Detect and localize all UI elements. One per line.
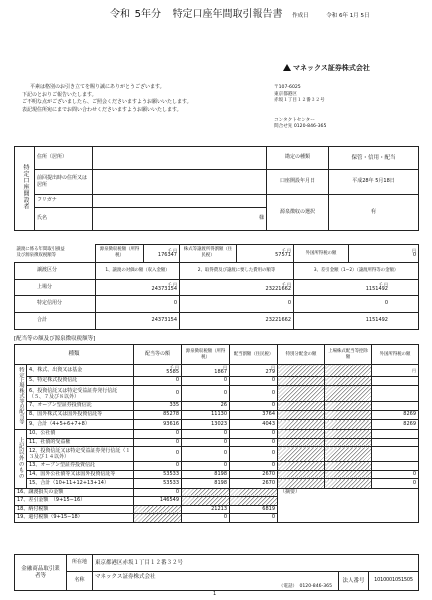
cell-local: 0 xyxy=(230,514,278,523)
cell-tax: 0 xyxy=(182,462,230,471)
cell-income: 千 円 24373154 xyxy=(96,279,180,296)
cell-tax: 8198 xyxy=(182,470,230,479)
table-row xyxy=(15,365,419,377)
remarks-box xyxy=(278,488,419,522)
honorific: 様 xyxy=(258,215,264,222)
hatched-cell xyxy=(325,411,372,420)
cell-div: 93616 xyxy=(134,420,182,430)
hatched-cell xyxy=(278,402,325,411)
sender-info xyxy=(274,85,414,131)
cell-foreign xyxy=(372,402,419,411)
hatched-cell xyxy=(325,420,372,430)
cell-local: 4043 xyxy=(230,420,278,430)
created-date: 令和 6年 1月 5日 xyxy=(326,13,370,19)
greeting-line: ご不明な点がございましたら、ご照会くださいますようお願いいたします。 xyxy=(22,99,192,105)
withholding-select-value: 有 xyxy=(329,195,419,231)
table-row xyxy=(15,411,419,420)
prev-address-label: 前回提出時の住所又は居所 xyxy=(35,170,93,195)
dividend-title: [配当等の額及び源泉徴収税額等] xyxy=(14,336,96,342)
cell-foreign: 0 xyxy=(372,470,419,479)
hatched-cell xyxy=(325,438,372,447)
cell-net: 千 円 1151492 xyxy=(294,279,419,296)
cell-div: 53533 xyxy=(134,479,182,489)
cell-local: 0 xyxy=(230,402,278,411)
cell-tax: 0 xyxy=(182,386,230,402)
hatched-cell xyxy=(325,479,372,489)
category-label: 譲渡区分 xyxy=(15,262,96,279)
other-section-label: 上記以外のもの xyxy=(15,430,27,489)
sender-center: コンタクトセンター xyxy=(274,117,315,123)
broker-address-label: 所在地 xyxy=(67,555,93,572)
cell-foreign xyxy=(372,430,419,439)
table-row xyxy=(15,470,419,479)
cell-income: 0 xyxy=(96,296,180,313)
hatched-cell xyxy=(182,488,230,497)
hatched-cell xyxy=(325,447,372,462)
row-label: 16、譲渡損失の金額 xyxy=(15,488,134,497)
withhold-list-header: 上場株式配当等控除額 xyxy=(325,345,372,365)
broker-name-cell xyxy=(93,572,339,591)
foreign-header: 外国所得税の額 xyxy=(372,345,419,365)
tax-title: 譲渡に係る年間取引損益 及び源泉徴収税額等 xyxy=(15,245,96,263)
cell-tax: 21213 xyxy=(182,505,230,514)
cell-tax: 0 xyxy=(182,447,230,462)
table-row xyxy=(15,438,419,447)
furigana-value xyxy=(93,195,267,208)
broker-name-label: 名称 xyxy=(67,572,93,591)
greeting-line: 表記現住所宛にまでお問い合わせくださいますようお願いいたします。 xyxy=(22,106,182,113)
row-label: 5、特定株式投資信託 xyxy=(27,377,134,386)
holder-section-label: 特定口座開設者 xyxy=(15,147,35,231)
resident-label: 株式等譲渡所得割額（住民税） xyxy=(180,245,237,263)
col1-label: 1、譲渡の対価の額（収入金額） xyxy=(96,262,180,279)
row-label: 13、オープン型証券投資信託 xyxy=(27,462,134,471)
cell-div: 0 xyxy=(134,430,182,439)
address-value xyxy=(93,147,267,170)
table-row xyxy=(15,420,419,430)
cell-tax: 11130 xyxy=(182,411,230,420)
cell-foreign: 0 xyxy=(372,479,419,489)
hatched-cell xyxy=(134,514,182,523)
cell-tax: 0 xyxy=(182,377,230,386)
row-label: 19、還付税額（9+15−18） xyxy=(15,514,134,523)
col3-label: 3、差引金額（1−2）（譲渡所得等の金額） xyxy=(294,262,419,279)
corp-no-value: 1010001051505 xyxy=(369,572,419,591)
table-row xyxy=(15,386,419,402)
cell-local: 0 xyxy=(230,438,278,447)
account-type-label: 勘定の種類 xyxy=(267,147,329,170)
hatched-cell xyxy=(325,377,372,386)
greeting-line: 平素は格別のお引き立てを賜り誠にありがとうございます。 xyxy=(30,84,165,90)
cell-local: 0 xyxy=(230,377,278,386)
foreign-tax-label: 外国所得税の額 xyxy=(294,245,349,263)
title-year: 5年分 xyxy=(134,9,161,20)
cell-tax: 0 xyxy=(182,438,230,447)
cell-div: 335 xyxy=(134,402,182,411)
div-header: 配当等の額 xyxy=(134,345,182,365)
report-title xyxy=(110,9,430,23)
hatched-cell xyxy=(278,470,325,479)
created-label: 作成日 xyxy=(292,13,309,19)
hatched-cell xyxy=(278,365,325,377)
table-row xyxy=(15,296,419,313)
cell-net: 0 xyxy=(294,296,419,313)
cell-div: 0 xyxy=(134,377,182,386)
tokurei-header: 特別分配金の額 xyxy=(278,345,325,365)
row-label: 合計 xyxy=(15,313,96,330)
hatched-cell xyxy=(182,497,230,506)
cell-tax: 13023 xyxy=(182,420,230,430)
hatched-cell xyxy=(325,470,372,479)
listed-section-label: 特定上場株式等の配当等 xyxy=(15,365,27,430)
table-row xyxy=(15,488,419,497)
cell-local: 0 xyxy=(230,386,278,402)
broker-address-value: 東京都港区赤坂１丁目１２番３２号 xyxy=(93,555,419,572)
cell-foreign xyxy=(372,386,419,402)
cell-div: 53533 xyxy=(134,470,182,479)
sender-address1: 東京都港区 xyxy=(274,91,297,97)
dividend-table xyxy=(14,344,419,523)
cell-div: 0 xyxy=(134,438,182,447)
cell-local: 0 xyxy=(230,462,278,471)
hatched-cell xyxy=(325,462,372,471)
cell-tax: 26 xyxy=(182,402,230,411)
cell-div: 0 xyxy=(134,462,182,471)
cell-local: 0 xyxy=(230,430,278,439)
table-row xyxy=(15,279,419,296)
hatched-cell xyxy=(278,438,325,447)
table-row xyxy=(15,377,419,386)
hatched-cell xyxy=(230,497,278,506)
greeting-line: 下記のとおりご報告いたします。 xyxy=(22,91,97,98)
cell-foreign xyxy=(372,462,419,471)
row-label: 4、株式、出資又は基金 xyxy=(27,365,134,377)
table-row xyxy=(15,447,419,462)
cell-tax: 0 xyxy=(182,430,230,439)
cell-foreign xyxy=(372,377,419,386)
remarks-label: （摘要） xyxy=(280,488,301,495)
row-label: 18、納付税額 xyxy=(15,505,134,514)
hatched-cell xyxy=(278,447,325,462)
cell-div: 0 xyxy=(134,447,182,462)
page-number: 1 xyxy=(213,591,217,597)
cell-foreign: 8269 xyxy=(372,420,419,430)
tax-table xyxy=(14,244,419,330)
col2-label: 2、取得費及び譲渡に要した費用の額等 xyxy=(180,262,294,279)
row-label: 8、国外株式又は国外投資信託等 xyxy=(27,411,134,420)
local-header: 配当割額（住民税） xyxy=(230,345,278,365)
hatched-cell xyxy=(134,505,182,514)
cell-income: 24373154 xyxy=(96,313,180,330)
broker-table xyxy=(14,554,419,591)
sender-postal: 〒107-6025 xyxy=(274,85,301,90)
cell-tax: 0 xyxy=(182,514,230,523)
prev-address-value xyxy=(93,170,267,195)
row-label: 上場分 xyxy=(15,279,96,296)
withholding-select-label: 源泉徴収の選択 xyxy=(267,195,329,231)
name-value xyxy=(93,208,267,231)
row-label: 特定信用分 xyxy=(15,296,96,313)
row-label: 17、差引金額 （9+15−16） xyxy=(15,497,134,506)
tax-header: 源泉徴収税額（所得税） xyxy=(182,345,230,365)
row-label: 14、国外公社債等又は国外投資信託等 xyxy=(27,470,134,479)
hatched-cell xyxy=(278,462,325,471)
cell-cost: 23221662 xyxy=(180,313,294,330)
greeting-text xyxy=(22,84,252,114)
foreign-tax-value: 円 0 xyxy=(349,245,419,263)
sender-phone: 問合せ先 0120-846-365 xyxy=(274,124,327,130)
hatched-cell xyxy=(278,430,325,439)
corp-no-label: 法人番号 xyxy=(339,572,369,591)
table-row xyxy=(15,479,419,489)
cell-local: 3764 xyxy=(230,411,278,420)
cell-foreign xyxy=(372,447,419,462)
company-logo: マネックス証券株式会社 xyxy=(283,64,373,74)
sender-address2: 赤坂１丁目１２番３２号 xyxy=(274,98,325,104)
row-label: 10、公社債 xyxy=(27,430,134,439)
logo-mark-icon xyxy=(283,64,291,71)
table-row xyxy=(15,313,419,330)
cell-foreign xyxy=(372,438,419,447)
cell-foreign: 円 xyxy=(372,365,419,377)
cell-net: 1151492 xyxy=(294,313,419,330)
cell-local: 6819 xyxy=(230,505,278,514)
broker-phone: （電話） 0120-846-365 xyxy=(278,583,332,589)
furigana-label: フリガナ xyxy=(35,195,93,208)
hatched-cell xyxy=(325,365,372,377)
hatched-cell xyxy=(325,430,372,439)
hatched-cell xyxy=(278,386,325,402)
hatched-cell xyxy=(325,402,372,411)
kind-header: 種類 xyxy=(15,345,134,365)
open-date-value: 平成28年 5月18日 xyxy=(329,170,419,195)
cell-div: 85278 xyxy=(134,411,182,420)
broker-section-label: 金融商品取引業者等 xyxy=(15,555,67,591)
cell-cost: 0 xyxy=(180,296,294,313)
hatched-cell xyxy=(325,386,372,402)
row-label: 15、合計（10+11+12+13+14） xyxy=(27,479,134,489)
cell-foreign: 8269 xyxy=(372,411,419,420)
cell-local: 2670 xyxy=(230,470,278,479)
withheld-label: 源泉徴収税額（所得税） xyxy=(96,245,144,263)
holder-table xyxy=(14,146,419,231)
table-row xyxy=(15,430,419,439)
resident-value: 千 円 57571 xyxy=(237,245,294,263)
row-label: 7、オープン型証券投資信託 xyxy=(27,402,134,411)
cell-local: 2670 xyxy=(230,479,278,489)
row-label: 11、社債的受益権 xyxy=(27,438,134,447)
cell-tax: 円 1867 xyxy=(182,365,230,377)
account-type-value: 保管・信用・配当 xyxy=(329,147,419,170)
cell-div: 千 円 5585 xyxy=(134,365,182,377)
cell-local: 0 xyxy=(230,447,278,462)
table-row xyxy=(15,462,419,471)
row-label: 6、投資信託又は特定受益証券発行信託（５、７及び８以外） xyxy=(27,386,134,402)
cell-tax: 8198 xyxy=(182,479,230,489)
cell-cost: 千 円 23221662 xyxy=(180,279,294,296)
hatched-cell xyxy=(278,479,325,489)
address-label: 住所（居所） xyxy=(35,147,93,170)
cell-local: 円 279 xyxy=(230,365,278,377)
table-row xyxy=(15,402,419,411)
title-name: 特定口座年間取引報告書 xyxy=(172,9,283,20)
hatched-cell xyxy=(278,411,325,420)
cell-div: 0 xyxy=(134,386,182,402)
row-label: 9、合計（4+5+6+7+8） xyxy=(27,420,134,430)
cell-div: 146549 xyxy=(134,497,182,506)
broker-name-value: マネックス証券株式会社 xyxy=(95,574,156,580)
hatched-cell xyxy=(278,377,325,386)
row-label: 12、投資信託又は特定受益証券発行信託（１３及び１４以外） xyxy=(27,447,134,462)
title-era: 令和 xyxy=(110,9,130,20)
name-label: 氏名 xyxy=(35,208,93,231)
cell-div: 0 xyxy=(134,488,182,497)
hatched-cell xyxy=(278,420,325,430)
withheld-value: 千 円 176347 xyxy=(144,245,180,263)
open-date-label: 口座開設年月日 xyxy=(267,170,329,195)
hatched-cell xyxy=(230,488,278,497)
